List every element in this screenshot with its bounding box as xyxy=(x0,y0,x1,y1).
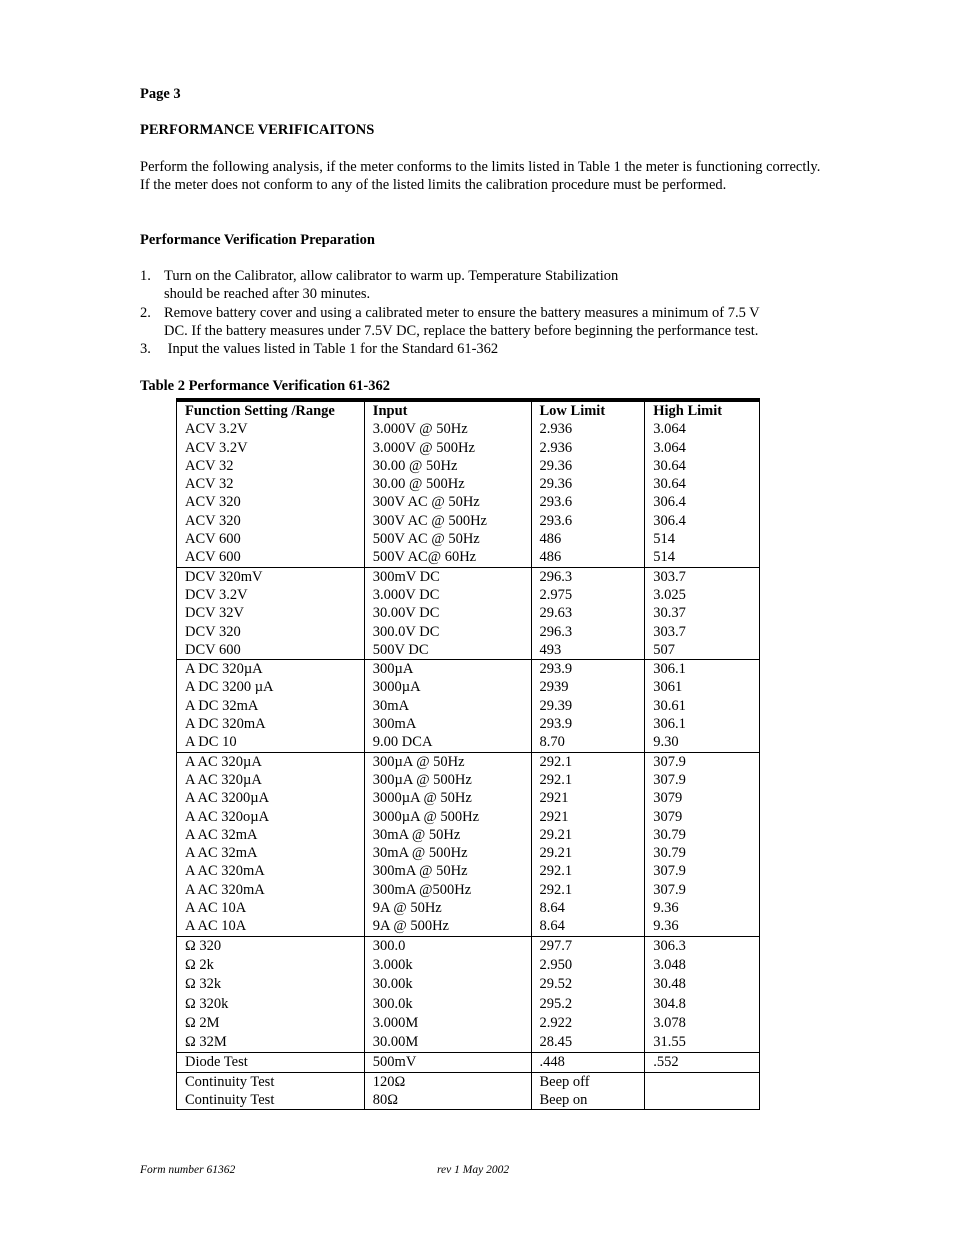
table-row xyxy=(177,512,760,530)
table-cell: 296.3 xyxy=(531,567,645,586)
table-cell: A AC 32mA xyxy=(177,844,365,862)
table-cell: 3.078 xyxy=(645,1014,760,1033)
column-header: Function Setting /Range xyxy=(177,400,365,420)
table-cell: 29.63 xyxy=(531,604,645,622)
table-row xyxy=(177,844,760,862)
table-row xyxy=(177,956,760,975)
table-row xyxy=(177,1014,760,1033)
table-cell: 30.61 xyxy=(645,697,760,715)
table-cell: Ω 320 xyxy=(177,936,365,956)
intro-paragraph: Perform the following analysis, if the meter conforms to the limits listed in Table 1 the meter is functioning correctly. If the meter does not conform to any of the listed limits the calibration procedure must be performed. xyxy=(140,159,821,194)
table-cell: 306.1 xyxy=(645,715,760,733)
table-row xyxy=(177,1053,760,1072)
table-cell: 500V DC xyxy=(364,641,531,660)
table-cell: 307.9 xyxy=(645,771,760,789)
table-cell: ACV 600 xyxy=(177,530,365,548)
column-header: Low Limit xyxy=(531,400,645,420)
table-cell: Beep off xyxy=(531,1072,645,1091)
table-cell: 300µA @ 50Hz xyxy=(364,752,531,771)
table-row xyxy=(177,678,760,696)
table-cell: 307.9 xyxy=(645,752,760,771)
table-cell: A AC 320mA xyxy=(177,881,365,899)
table-cell: 30mA @ 500Hz xyxy=(364,844,531,862)
table-row xyxy=(177,604,760,622)
table-cell: ACV 320 xyxy=(177,512,365,530)
table-cell: DCV 32V xyxy=(177,604,365,622)
table-cell: 300V AC @ 50Hz xyxy=(364,493,531,511)
table-cell: A AC 320oµA xyxy=(177,808,365,826)
table-cell: 2.936 xyxy=(531,420,645,438)
table-cell: A AC 320µA xyxy=(177,752,365,771)
table-cell: 493 xyxy=(531,641,645,660)
table-cell: 3.000V @ 500Hz xyxy=(364,439,531,457)
table-row xyxy=(177,586,760,604)
table-cell: 292.1 xyxy=(531,752,645,771)
table-cell: 30.00k xyxy=(364,975,531,994)
table-header-row xyxy=(177,400,760,420)
table-cell: 514 xyxy=(645,548,760,567)
table-cell: 3.025 xyxy=(645,586,760,604)
table-cell: 3.000k xyxy=(364,956,531,975)
table-cell: 3.000M xyxy=(364,1014,531,1033)
table-cell: 297.7 xyxy=(531,936,645,956)
table-row xyxy=(177,936,760,956)
table-cell: ACV 3.2V xyxy=(177,439,365,457)
table-cell: 9.30 xyxy=(645,733,760,752)
table-row xyxy=(177,715,760,733)
table-cell: 300.0k xyxy=(364,995,531,1014)
table-cell: Ω 2M xyxy=(177,1014,365,1033)
step-line: DC. If the battery measures under 7.5V DC, replace the battery before beginning the performance test. xyxy=(164,322,759,339)
table-cell: A DC 320µA xyxy=(177,660,365,679)
table-cell: 3000µA xyxy=(364,678,531,696)
table-cell: 120Ω xyxy=(364,1072,531,1091)
table-cell: 307.9 xyxy=(645,881,760,899)
table-cell: 486 xyxy=(531,530,645,548)
step-number: 1. xyxy=(140,268,151,284)
table-row xyxy=(177,789,760,807)
table-cell: DCV 3.2V xyxy=(177,586,365,604)
table-row xyxy=(177,457,760,475)
table-cell: 2921 xyxy=(531,789,645,807)
table-row xyxy=(177,493,760,511)
table-row xyxy=(177,881,760,899)
table-cell: 306.4 xyxy=(645,493,760,511)
table-cell: 30.00 @ 50Hz xyxy=(364,457,531,475)
table-cell: Ω 320k xyxy=(177,995,365,1014)
table-row xyxy=(177,1033,760,1053)
table-cell: 507 xyxy=(645,641,760,660)
table-cell: 9A @ 500Hz xyxy=(364,917,531,936)
table-cell: A AC 10A xyxy=(177,917,365,936)
table-cell: 3079 xyxy=(645,789,760,807)
table-cell: .448 xyxy=(531,1053,645,1072)
table-cell: 30.00M xyxy=(364,1033,531,1053)
table-cell: A DC 320mA xyxy=(177,715,365,733)
table-row xyxy=(177,995,760,1014)
table-title: Table 2 Performance Verification 61-362 xyxy=(140,378,390,394)
table-cell: 300.0V DC xyxy=(364,623,531,641)
table-cell: 292.1 xyxy=(531,771,645,789)
table-cell: 8.64 xyxy=(531,917,645,936)
form-number: Form number 61362 xyxy=(140,1164,236,1176)
table-cell: 28.45 xyxy=(531,1033,645,1053)
table-row xyxy=(177,548,760,567)
table-cell: 300.0 xyxy=(364,936,531,956)
table-cell: 2.922 xyxy=(531,1014,645,1033)
table-cell: DCV 320 xyxy=(177,623,365,641)
table-cell: 2.936 xyxy=(531,439,645,457)
table-cell: 3.048 xyxy=(645,956,760,975)
table-cell: 300µA xyxy=(364,660,531,679)
table-cell: 300V AC @ 500Hz xyxy=(364,512,531,530)
table-row xyxy=(177,660,760,679)
table-cell: 306.3 xyxy=(645,936,760,956)
table-cell: A AC 32mA xyxy=(177,826,365,844)
table-cell: ACV 320 xyxy=(177,493,365,511)
table-cell: Ω 32M xyxy=(177,1033,365,1053)
table-cell: 8.64 xyxy=(531,899,645,917)
table-cell: 30.00 @ 500Hz xyxy=(364,475,531,493)
table-cell: 3000µA @ 50Hz xyxy=(364,789,531,807)
table-cell: 300mA @ 50Hz xyxy=(364,862,531,880)
step-number: 2. xyxy=(140,304,151,321)
table-cell: 9A @ 50Hz xyxy=(364,899,531,917)
table-cell: 3061 xyxy=(645,678,760,696)
table-cell: 3000µA @ 500Hz xyxy=(364,808,531,826)
page-label: Page 3 xyxy=(140,86,181,102)
table-cell: 486 xyxy=(531,548,645,567)
table-row xyxy=(177,567,760,586)
table-cell: 3.064 xyxy=(645,439,760,457)
table-cell: Continuity Test xyxy=(177,1091,365,1110)
table-cell: 295.2 xyxy=(531,995,645,1014)
table-cell: 9.36 xyxy=(645,899,760,917)
table-cell: 3.064 xyxy=(645,420,760,438)
table-cell: 3.000V @ 50Hz xyxy=(364,420,531,438)
table-row xyxy=(177,475,760,493)
performance-verification-table xyxy=(176,398,760,1110)
step-line: Turn on the Calibrator, allow calibrator to warm up. Temperature Stabilization xyxy=(164,268,619,284)
table-cell: 303.7 xyxy=(645,567,760,586)
table-cell: DCV 320mV xyxy=(177,567,365,586)
table-cell: 9.36 xyxy=(645,917,760,936)
table-cell: 29.36 xyxy=(531,457,645,475)
table-cell: 304.8 xyxy=(645,995,760,1014)
table-row xyxy=(177,623,760,641)
table-cell: A DC 32mA xyxy=(177,697,365,715)
step-number: 3. xyxy=(140,341,151,357)
table-cell: 296.3 xyxy=(531,623,645,641)
table-row xyxy=(177,420,760,438)
table-cell: A DC 3200 µA xyxy=(177,678,365,696)
table-cell: 29.21 xyxy=(531,826,645,844)
revision: rev 1 May 2002 xyxy=(437,1164,510,1176)
table-row xyxy=(177,1091,760,1110)
table-cell: Beep on xyxy=(531,1091,645,1110)
table-cell: 500V AC@ 60Hz xyxy=(364,548,531,567)
table-row xyxy=(177,771,760,789)
table-cell: A AC 320mA xyxy=(177,862,365,880)
table-cell: 30.64 xyxy=(645,457,760,475)
table-cell: 300mA @500Hz xyxy=(364,881,531,899)
table-cell: 30.64 xyxy=(645,475,760,493)
table-cell: 30mA xyxy=(364,697,531,715)
table-cell: 303.7 xyxy=(645,623,760,641)
table-row xyxy=(177,808,760,826)
table-cell: 30.00V DC xyxy=(364,604,531,622)
table-cell: 31.55 xyxy=(645,1033,760,1053)
table-cell: Ω 32k xyxy=(177,975,365,994)
table-cell: ACV 32 xyxy=(177,475,365,493)
table-cell: A AC 3200µA xyxy=(177,789,365,807)
table-cell: Diode Test xyxy=(177,1053,365,1072)
prep-heading: Performance Verification Preparation xyxy=(140,232,375,248)
table-cell: A AC 320µA xyxy=(177,771,365,789)
table-cell: Ω 2k xyxy=(177,956,365,975)
table-cell: 2.950 xyxy=(531,956,645,975)
table-row xyxy=(177,530,760,548)
table-cell: A AC 10A xyxy=(177,899,365,917)
table-cell: .552 xyxy=(645,1053,760,1072)
table-cell: 9.00 DCA xyxy=(364,733,531,752)
table-row xyxy=(177,826,760,844)
column-header: High Limit xyxy=(645,400,760,420)
table-cell: 300mV DC xyxy=(364,567,531,586)
table-cell: 29.39 xyxy=(531,697,645,715)
table-cell: 514 xyxy=(645,530,760,548)
table-cell xyxy=(645,1072,760,1091)
table-cell: 30.37 xyxy=(645,604,760,622)
table-cell: 8.70 xyxy=(531,733,645,752)
table-cell: 300µA @ 500Hz xyxy=(364,771,531,789)
table-cell: 2921 xyxy=(531,808,645,826)
table-cell: 293.6 xyxy=(531,493,645,511)
step-line: should be reached after 30 minutes. xyxy=(164,286,371,303)
table-cell: 30.79 xyxy=(645,844,760,862)
table-row xyxy=(177,733,760,752)
table-cell: 2939 xyxy=(531,678,645,696)
table-cell: 306.1 xyxy=(645,660,760,679)
table-cell: 293.9 xyxy=(531,660,645,679)
table-cell: 30mA @ 50Hz xyxy=(364,826,531,844)
table-cell: ACV 32 xyxy=(177,457,365,475)
table-cell: 292.1 xyxy=(531,862,645,880)
table-cell: 306.4 xyxy=(645,512,760,530)
table-cell: A DC 10 xyxy=(177,733,365,752)
table-cell: 30.79 xyxy=(645,826,760,844)
table-row xyxy=(177,917,760,936)
table-cell: 500mV xyxy=(364,1053,531,1072)
section-title: PERFORMANCE VERIFICAITONS xyxy=(140,122,375,138)
table-cell: 293.6 xyxy=(531,512,645,530)
table-cell: 293.9 xyxy=(531,715,645,733)
table-cell: 300mA xyxy=(364,715,531,733)
table-cell: 500V AC @ 50Hz xyxy=(364,530,531,548)
table-cell: 29.21 xyxy=(531,844,645,862)
table-cell: 307.9 xyxy=(645,862,760,880)
table-cell: 2.975 xyxy=(531,586,645,604)
step-line: Input the values listed in Table 1 for the Standard 61-362 xyxy=(164,341,499,357)
step-line: Remove battery cover and using a calibrated meter to ensure the battery measures a minimum of 7.5 V xyxy=(164,304,760,321)
table-cell: 30.48 xyxy=(645,975,760,994)
table-cell: 29.52 xyxy=(531,975,645,994)
table-cell: 3.000V DC xyxy=(364,586,531,604)
table-cell: 29.36 xyxy=(531,475,645,493)
table-cell: 292.1 xyxy=(531,881,645,899)
table-row xyxy=(177,862,760,880)
table-cell: Continuity Test xyxy=(177,1072,365,1091)
table-row xyxy=(177,1072,760,1091)
table-cell: ACV 3.2V xyxy=(177,420,365,438)
table-row xyxy=(177,975,760,994)
table-row xyxy=(177,641,760,660)
table-row xyxy=(177,752,760,771)
table-cell: 3079 xyxy=(645,808,760,826)
table-row xyxy=(177,697,760,715)
table-cell: ACV 600 xyxy=(177,548,365,567)
table-cell: 80Ω xyxy=(364,1091,531,1110)
column-header: Input xyxy=(364,400,531,420)
table-row xyxy=(177,899,760,917)
table-cell: DCV 600 xyxy=(177,641,365,660)
table-cell xyxy=(645,1091,760,1110)
table-row xyxy=(177,439,760,457)
